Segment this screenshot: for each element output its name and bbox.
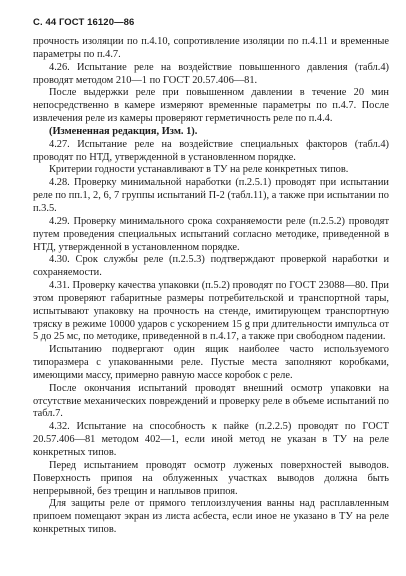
paragraph: Для защиты реле от прямого теплоизлучения ванны над расплавленным припоем помещают экран из листа асбеста, если иное не указано в ТУ на реле конкретных типов. (33, 498, 389, 536)
page-header: С. 44 ГОСТ 16120—86 (33, 17, 135, 28)
paragraph: После выдержки реле при повышенном давлении в течение 20 мин непосредственно в камере измеряют временные параметры по п.4.7. После извлечения реле из камеры проверяют герметичность реле по п.4.4. (33, 87, 389, 125)
paragraph: 4.28. Проверку минимальной наработки (п.2.5.1) проводят при испытании реле по пп.1, 2, 6, 7 группы испытаний П-2 (табл.11), а также при испытании по п.3.5. (33, 177, 389, 214)
paragraph: После окончания испытаний проводят внешний осмотр упаковки на отсутствие механических повреждений и проверку реле в объеме испытаний по табл.7. (33, 382, 389, 420)
amendment-note: (Измененная редакция, Изм. 1). (49, 125, 198, 137)
paragraph: 4.27. Испытание реле на воздействие специальных факторов (табл.4) проводят по НТД, утвержденной в установленном порядке. (33, 138, 389, 163)
document-body (33, 36, 389, 537)
paragraph: 4.29. Проверку минимального срока сохраняемости реле (п.2.5.2) проводят путем проведения специальных испытаний согласно методике, приведенной в НТД, утвержденной в установленном порядке. (33, 215, 389, 253)
paragraph: 4.32. Испытание на способность к пайке (п.2.2.5) проводят по ГОСТ 20.57.406—81 методом 402—1, если иной метод не указан в ТУ на реле конкретных типов. (33, 421, 389, 458)
paragraph: Испытанию подвергают один ящик наиболее часто используемого типоразмера с упакованными реле. Пустые места заполняют коробками, имеющими массу, примерно равную массе коробок с реле. (33, 344, 389, 381)
paragraph: Перед испытанием проводят осмотр луженых поверхностей выводов. Поверхность припоя на облуженных участках выводов должна быть непрерывной, без трещин и наплывов припоя. (33, 459, 389, 497)
paragraph: 4.30. Срок службы реле (п.2.5.3) подтверждают проверкой наработки и сохраняемости. (33, 254, 389, 279)
paragraph: прочность изоляции по п.4.10, сопротивление изоляции по п.4.11 и временные параметры по п.4.7. (33, 36, 389, 60)
paragraph: Критерии годности устанавливают в ТУ на реле конкретных типов. (49, 164, 349, 176)
paragraph: 4.26. Испытание реле на воздействие повышенного давления (табл.4) проводят методом 210—1 по ГОСТ 20.57.406—81. (33, 61, 389, 86)
paragraph: 4.31. Проверку качества упаковки (п.5.2) проводят по ГОСТ 23088—80. При этом проверяют габаритные размеры потребительской и транспортной тары, испытывают упаковку на прочность на стенде, имитирующем транспортную тряску в режиме 10000 ударов с ускорением 15 g при длительности импульса от 5 до 25 мс, по методике, приведенной в п.4.17, а также при свободном падении. (33, 280, 389, 343)
